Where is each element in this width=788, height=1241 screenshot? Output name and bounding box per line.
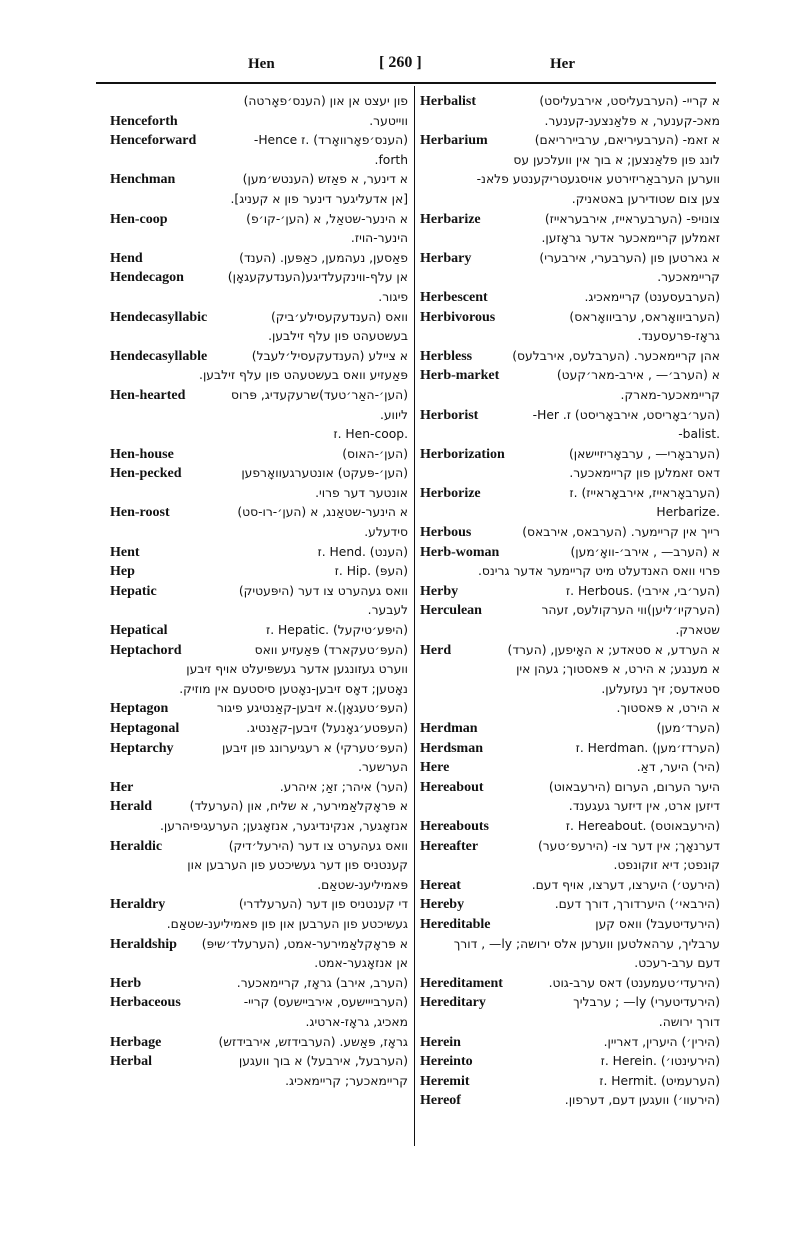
definition-text: (הענט) .Hend .ז (317, 544, 408, 559)
dictionary-entry (420, 837, 720, 876)
definition-continuation: דורך ירושה. (658, 1014, 720, 1029)
dictionary-entry (110, 445, 408, 465)
right-guide-word: Her (550, 56, 575, 72)
definition-continuation: געשיכטע פון הערבען און פון פאמיליענ-שטאַם. (166, 916, 408, 931)
entry-line (420, 817, 720, 837)
entry-line (420, 543, 720, 563)
definition-text: (הירין׳) היערין, דאריין. (603, 1034, 720, 1049)
dictionary-entry (110, 131, 408, 170)
headword: Henceforth (110, 113, 178, 129)
entry-line (420, 1091, 720, 1111)
headword: Herborization (420, 446, 505, 462)
entry-line (420, 484, 720, 504)
dictionary-entry (420, 641, 720, 700)
entry-line (420, 895, 720, 915)
definition-text: (הירעינטו׳) .Herein .ז (600, 1054, 720, 1069)
headword: Herbary (420, 250, 472, 266)
entry-line (110, 974, 408, 994)
entry-line (420, 699, 720, 719)
headword: Herby (420, 583, 459, 599)
entry-line (420, 739, 720, 759)
definition-continuation: מאכיג, גראָז-ארטיג. (305, 1014, 408, 1029)
dictionary-entry (110, 464, 408, 503)
headword: Herbage (110, 1034, 162, 1050)
definition-text: ווייטער. (369, 113, 408, 128)
entry-line (420, 719, 720, 739)
headword: Herbivorous (420, 309, 496, 325)
definition-text: א ציילע (הענדעקעסיל׳לעבל) (251, 348, 408, 363)
dictionary-entry (420, 1091, 720, 1111)
headword: Heremit (420, 1073, 470, 1089)
headword: Hereby (420, 897, 465, 913)
entry-line (420, 406, 720, 426)
headword: Hendecasyllable (110, 348, 208, 364)
entry-line (110, 562, 408, 582)
headword: Hereafter (420, 838, 479, 854)
entry-line (420, 915, 720, 935)
definition-continuation: .Herbarize (656, 505, 720, 520)
definition-continuation: קריימאכער; קריימאכיג. (285, 1073, 408, 1088)
dictionary-entry (110, 249, 408, 269)
dictionary-entry (110, 543, 408, 563)
definition-text: (העפּ׳טעגאָן).א זיבען-קאַנטיגע פיגור (216, 701, 408, 716)
dictionary-entry (420, 601, 720, 640)
dictionary-entry (110, 895, 408, 934)
entry-line (110, 621, 408, 641)
headword: Herdman (420, 721, 478, 736)
entry-line (110, 543, 408, 563)
header-rule (96, 82, 716, 84)
dictionary-entry (420, 778, 720, 817)
definition-text: וואס (הענדעקעסילע׳ביק) (270, 309, 408, 324)
entry-line (110, 445, 408, 465)
definition-text: (הערבייישעס, אירביישעס) קריי- (243, 995, 408, 1010)
headword: Hereditament (420, 975, 503, 991)
definition-continuation: קענטניס פון דער געשיכטע פון הערבען און (187, 858, 408, 873)
definition-continuation: א מענגע; א הירט, א פּאסטוך; געהן אין (516, 662, 720, 677)
entry-line (420, 131, 720, 151)
dictionary-entry (420, 719, 720, 739)
definition-text: א הערדע, א סטאדע; א האָיפען, (הערד) (507, 642, 720, 657)
definition-text: א הינער-שטאַנג, א (הען׳-רו-סט) (237, 505, 408, 520)
definition-text: (הערעמיט) .Hermit .ז (599, 1073, 720, 1088)
headword: Herborize (420, 485, 481, 501)
headword: Herbal (110, 1054, 152, 1070)
entry-line (110, 386, 408, 406)
headword: Hend (110, 250, 143, 266)
dictionary-entry (420, 347, 720, 367)
definition-text: (הערד׳מען) (656, 721, 720, 735)
dictionary-entry (420, 699, 720, 719)
entry-line (110, 797, 408, 817)
dictionary-entry (420, 974, 720, 994)
headword: Here (420, 760, 450, 776)
definition-text: (הירעוו׳) וועגען דעם, דערפון. (564, 1093, 720, 1108)
definition-text: א פּראָקלאַמירער-אמט, (הערעלד׳שיפּ) (201, 936, 408, 951)
headword: Herbarize (420, 211, 481, 227)
dictionary-entry (420, 543, 720, 582)
headword: Herdsman (420, 740, 483, 756)
entry-line (110, 582, 408, 602)
definition-text: (העפּ׳טערקי) א רעגיערונג פון זיבען (221, 740, 408, 755)
entry-line (420, 601, 720, 621)
dictionary-entry (420, 406, 720, 445)
definition-text: אן עלף-ווינקעלדיגע(הענדעקעגאָן) (227, 270, 408, 285)
dictionary-entry (110, 993, 408, 1032)
definition-continuation: צען צום שטודירען באטאניק. (571, 191, 720, 206)
dictionary-entry (420, 876, 720, 896)
dictionary-entry (420, 1072, 720, 1092)
dictionary-entry (110, 92, 408, 112)
entry-line (420, 92, 720, 112)
dictionary-entry (110, 386, 408, 425)
definition-continuation: לעבער. (367, 603, 408, 618)
entry-line (110, 112, 408, 132)
entry-line (110, 699, 408, 719)
dictionary-entry (420, 131, 720, 209)
entry-line (420, 445, 720, 465)
headword: Hereof (420, 1093, 461, 1109)
definition-text: היער הערום, הערום (הירעבאוט) (548, 779, 720, 794)
entry-line (110, 641, 408, 661)
definition-text: רייך אין קריימער. (הערבאס, אירבאס) (522, 525, 720, 540)
dictionary-entry (110, 425, 408, 445)
entry-line (110, 308, 408, 328)
definition-text: (העפּ׳טעקארד) פּאַעזיע וואס (254, 642, 408, 657)
dictionary-entry (110, 170, 408, 209)
entry-line (420, 582, 720, 602)
headword: Herbless (420, 348, 473, 364)
headword: Heptagonal (110, 721, 180, 736)
running-header (0, 50, 788, 76)
definition-text: דערנאָך; אין דער צו- (הירעפ׳טער) (537, 838, 720, 853)
definition-text: (הערדז׳מען) .Herdman .ז (575, 740, 720, 755)
dictionary-entry (110, 562, 408, 582)
definition-continuation: הינער-הויז. (350, 231, 408, 246)
definition-continuation: אונטער דער פרוי. (315, 485, 408, 500)
column-divider (414, 86, 415, 1146)
entry-line (110, 131, 408, 151)
dictionary-entry (110, 699, 408, 719)
headword: Herein (420, 1034, 461, 1050)
headword: Hereditable (420, 916, 491, 932)
dictionary-entry (110, 778, 408, 798)
headword: Herbous (420, 525, 472, 541)
dictionary-entry (420, 288, 720, 308)
entry-line (110, 210, 408, 230)
dictionary-entry (420, 484, 720, 523)
dictionary-entry (110, 210, 408, 249)
definition-continuation: פיגור. (378, 289, 408, 304)
definition-continuation: שטארק. (675, 623, 720, 638)
entry-line (420, 1033, 720, 1053)
definition-continuation: פרוי וואס האנדעלט מיט קריימער אדער גרינס. (478, 564, 720, 579)
dictionary-entry (420, 582, 720, 602)
definition-text: (הערבעל, אירבעל) א בוך וועגען (238, 1054, 408, 1069)
definition-text: אהן קריימאכער. (הערבלעס, אירבלעס) (512, 348, 720, 363)
headword: Hereabouts (420, 818, 489, 834)
entry-line (110, 503, 408, 523)
definition-continuation: אנזאָגער, אנקינדיגער, אנזאָגען; הערעגיפיהרען. (159, 818, 408, 833)
entry-line (110, 92, 408, 112)
definition-text: א פּראָקלאַמירער, א שליח, און (הערעלד) (189, 799, 408, 814)
dictionary-entry (420, 1052, 720, 1072)
entry-line (110, 719, 408, 739)
entry-line (420, 308, 720, 328)
definition-text: די קענטניס פון דער (הערעלדרי) (238, 897, 408, 912)
headword: Her (110, 779, 134, 795)
dictionary-entry (420, 366, 720, 405)
headword: Hen-hearted (110, 387, 186, 403)
definition-text: (העפּטע׳גאָנעל) זיבען-קאַנטיג. (246, 721, 408, 735)
headword: Herculean (420, 603, 482, 619)
definition-continuation: [אן אדעליגער דינער פון א קעניג]. (230, 191, 408, 206)
definition-continuation: קריימאכער-מארק. (620, 387, 720, 402)
headword: Hereditary (420, 995, 486, 1011)
headword: Herbalist (420, 94, 476, 109)
entry-line (420, 1052, 720, 1072)
headword: Herb-market (420, 368, 500, 384)
definition-text: (הען׳-האַר׳טעד)שרעקעדיג, פּרוס (231, 387, 408, 402)
definition-text: וואס געהערט צו דער (היפּעטיק) (238, 583, 408, 598)
definition-text: (היפּע׳טיקעל) .Hepatic .ז (265, 623, 408, 638)
definition-text: (היר) היער, דאַ. (636, 760, 720, 775)
definition-text: (הירבאי׳) היערדורך, דורך דעם. (554, 897, 720, 912)
left-column (110, 92, 408, 1147)
definition-continuation: זאמלען קריימאכער אדער גראָזען. (541, 231, 720, 246)
dictionary-entry (110, 719, 408, 739)
dictionary-entry (110, 837, 408, 896)
headword: Hepatic (110, 583, 157, 599)
dictionary-entry (420, 915, 720, 974)
entry-line (420, 758, 720, 778)
definition-continuation: .balist- (678, 427, 720, 442)
dictionary-entry (110, 503, 408, 542)
dictionary-entry (110, 582, 408, 621)
definition-continuation: forth. (374, 152, 408, 167)
headword: Hep (110, 564, 135, 580)
entry-line (110, 347, 408, 367)
entry-line (420, 876, 720, 896)
definition-continuation: פּאַעזיע וואס בעשטעהט פון עלף זילבען. (199, 368, 408, 383)
headword: Heraldry (110, 897, 166, 913)
entry-line (420, 641, 720, 661)
headword: Hereat (420, 877, 461, 893)
definition-continuation: דיזען ארט, אין דיזער געגענד. (568, 799, 720, 814)
definition-text: (הען׳-האוס) (342, 446, 408, 461)
dictionary-entry (110, 112, 408, 132)
definition-text: (הערבאָרי— , ערבאָריזיישאן) (568, 446, 720, 461)
definition-text: (הערבעסענט) קריימאכיג. (584, 289, 720, 304)
definition-continuation: קריימאכער. (657, 270, 720, 285)
entry-line (110, 425, 408, 445)
dictionary-entry (420, 993, 720, 1032)
headword: Henceforward (110, 133, 197, 149)
entry-line (420, 249, 720, 269)
dictionary-entry (420, 1033, 720, 1053)
definition-text: (הערביוואָראס, ערביוואָראס) (569, 309, 720, 324)
definition-continuation: דאס זאמלען פון קריימאכער. (569, 466, 720, 481)
headword: Hen-coop (110, 211, 168, 227)
entry-line (110, 739, 408, 759)
entry-line (420, 837, 720, 857)
headword: Hepatical (110, 623, 168, 639)
headword: Hent (110, 544, 140, 560)
dictionary-entry (110, 739, 408, 778)
headword: Henchman (110, 172, 176, 188)
entry-line (420, 523, 720, 543)
definition-continuation: סטאדעס; זיך נעזעלען. (601, 681, 720, 696)
page-number: [ 260 ] (379, 54, 422, 71)
headword: Herborist (420, 407, 479, 423)
headword: Hen-roost (110, 505, 170, 521)
dictionary-entry (110, 974, 408, 994)
headword: Herbarium (420, 133, 488, 149)
definition-text: א גארטען פון (הערבערי, אירבערי) (539, 250, 720, 265)
entry-line (110, 170, 408, 190)
definition-continuation: קונפט; דיא זוקונפט. (613, 858, 720, 873)
definition-text: וואס געהערט צו דער (הירעל׳דיק) (228, 838, 408, 853)
definition-text: (הערב, אירב) גראָז, קריימאכער. (236, 975, 408, 990)
definition-text: (הערקיו׳ליען)ווי הערקולעס, זעהר (541, 603, 720, 618)
definition-continuation: דעם ערב-רעכט. (634, 956, 720, 971)
headword: Herb-woman (420, 544, 500, 560)
definition-text: (הענס׳פאָרוואָרד) .ז Hence- (253, 133, 408, 148)
headword: Heptarchy (110, 740, 174, 756)
entry-line (420, 1072, 720, 1092)
headword: Heptachord (110, 642, 182, 658)
dictionary-entry (110, 1033, 408, 1053)
headword: Hendecasyllabic (110, 309, 208, 325)
definition-text: א דינער, א פאַזש (הענטש׳מען) (242, 172, 408, 187)
headword: Herb (110, 975, 142, 991)
dictionary-entry (110, 641, 408, 700)
definition-continuation: גראָז-פרעסענד. (637, 329, 720, 344)
dictionary-entry (420, 308, 720, 347)
definition-continuation: ווערען הערבאַריזירטע אויסגעטריקענטע פלאנ- (476, 172, 720, 187)
headword: Herbaceous (110, 995, 181, 1011)
definition-text: א הירט, א פּאסטוך. (616, 701, 720, 716)
entry-line (110, 464, 408, 484)
entry-line (420, 210, 720, 230)
definition-continuation: אן אנזאָגער-אמט. (314, 956, 408, 971)
definition-continuation: סידעלע. (364, 525, 408, 540)
definition-text: צונויפ- (הערבעראייז, אירבעראייז) (544, 211, 720, 226)
entry-line (110, 837, 408, 857)
definition-text: (הער׳בי, אירבי) .Herbous .ז (565, 583, 720, 598)
entry-line (110, 249, 408, 269)
definition-text: (העפּ) .Hip .ז (334, 564, 408, 579)
definition-text: גראָז, פּאַשע. (הערבידזש, אירבידזש) (218, 1034, 408, 1049)
dictionary-entry (110, 308, 408, 347)
entry-line (420, 993, 720, 1013)
definition-text: א (הערב— , אירב׳-וואָ׳מען) (570, 544, 720, 559)
entry-line (110, 895, 408, 915)
definition-continuation: ערבליך, ערהאלטען ווערען אלס ירושה; ly— , דורך (453, 936, 720, 951)
headword: Hereinto (420, 1054, 473, 1070)
definition-text: פון יעצט אן און (הענס׳פאָרטה) (243, 94, 408, 108)
headword: Heptagon (110, 701, 169, 717)
definition-continuation: נאָטען; דאָס זיבען-נאָטען סיסטעם אין מוזיק. (179, 681, 408, 696)
definition-text: .Hen-coop .ז (333, 427, 408, 442)
dictionary-entry (420, 739, 720, 759)
definition-text: (הער) איהר; זאַ; איהרע. (279, 779, 408, 794)
dictionary-entry (110, 268, 408, 307)
left-guide-word: Hen (248, 56, 275, 72)
definition-text: (הער׳באָריסט, אירבאָריסט) ז. Her- (532, 407, 720, 422)
entry-line (110, 993, 408, 1013)
entry-line (420, 288, 720, 308)
dictionary-entry (420, 445, 720, 484)
headword: Heraldship (110, 936, 177, 952)
definition-continuation: ליווע. (379, 407, 408, 422)
entry-line (110, 935, 408, 955)
headword: Hendecagon (110, 270, 184, 286)
headword: Herd (420, 642, 452, 658)
dictionary-entry (420, 249, 720, 288)
entry-line (110, 1033, 408, 1053)
definition-text: א קריי- (הערבעליסט, אירבעליסט) (539, 94, 720, 108)
dictionary-entry (110, 347, 408, 386)
dictionary-entry (110, 797, 408, 836)
definition-text: (הען׳-פּעקט) אונטערגעוואָרפען (241, 466, 408, 481)
dictionary-entry (110, 1052, 408, 1091)
definition-text: א הינער-שטאַל, א (הען׳-קו׳פ) (246, 211, 408, 226)
entry-line (420, 347, 720, 367)
definition-continuation: הערשער. (358, 760, 408, 775)
definition-continuation: ווערט געזונגען אדער געשפּיעלט אויף זיבען (186, 662, 408, 677)
dictionary-entry (420, 523, 720, 543)
headword: Herald (110, 799, 152, 815)
definition-continuation: מאכ-קענער, א פלאַנצענ-קענער. (544, 113, 720, 128)
definition-text: (הירעט׳) היערצו, דערצו, אויף דעם. (531, 877, 720, 892)
definition-text: א זאמ- (הערבעיריאם, ערביירריאם) (534, 133, 720, 148)
entry-line (420, 366, 720, 386)
definition-text: (הירעבאוטס) .Hereabout .ז (565, 818, 720, 833)
definition-continuation: לונג פון פלאַנצען; א בוך אין וועלכען עס (513, 152, 720, 167)
dictionary-entry (420, 895, 720, 915)
dictionary-entry (420, 817, 720, 837)
entry-line (420, 974, 720, 994)
headword: Herbescent (420, 289, 488, 305)
entry-line (110, 1052, 408, 1072)
entry-line (110, 268, 408, 288)
dictionary-entry (110, 935, 408, 974)
dictionary-entry (420, 92, 720, 131)
headword: Hen-house (110, 446, 174, 462)
definition-text: (הירעדי׳טעמענט) דאס ערב-גוט. (548, 975, 720, 990)
definition-continuation: בעשטעהט פון עלף זילבען. (268, 329, 408, 344)
dictionary-entry (110, 621, 408, 641)
definition-continuation: פּאמיליענ-שטאַם. (317, 877, 408, 892)
headword: Heraldic (110, 838, 163, 854)
entry-line (110, 778, 408, 798)
entry-line (420, 778, 720, 798)
definition-text: פאַסען, נעהמען, כאַפּען. (הענד) (239, 250, 408, 265)
definition-text: א (הערב׳— , אירב-מאר׳קעט) (556, 368, 720, 383)
right-column (420, 92, 720, 1147)
definition-text: (הערבאָראייז, אירבאָראייז) .ז (569, 485, 720, 500)
definition-text: (הירעדיטערי) ly— ; ערבליך (573, 995, 720, 1010)
headword: Hen-pecked (110, 466, 182, 482)
headword: Hereabout (420, 779, 484, 795)
dictionary-entry (420, 758, 720, 778)
dictionary-entry (420, 210, 720, 249)
definition-text: (הירעדיטעבל) וואס קען (595, 916, 720, 931)
